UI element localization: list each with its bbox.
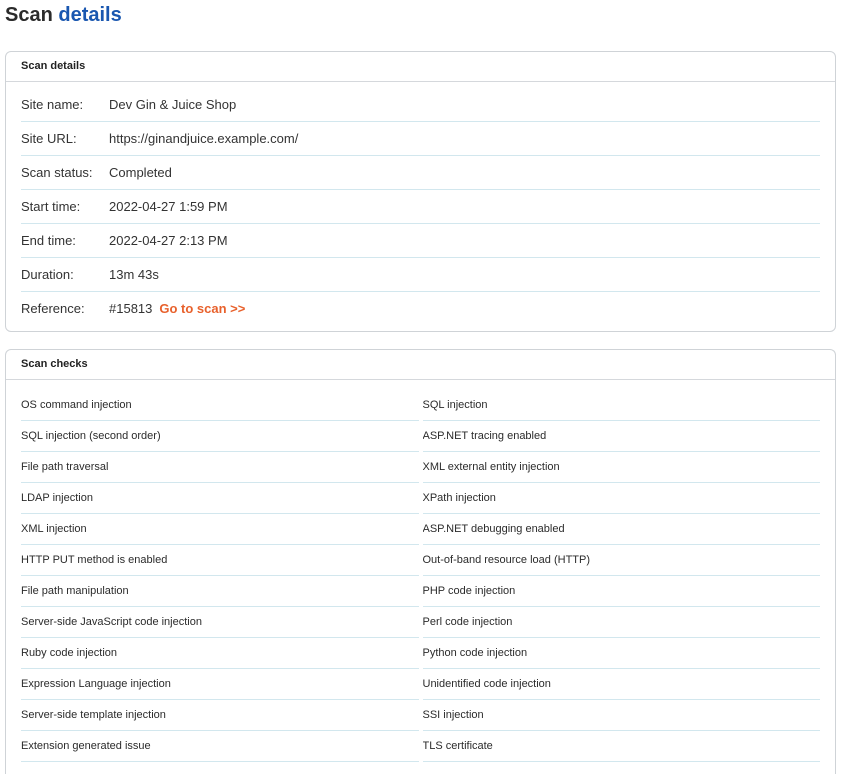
detail-label: Site name: <box>21 97 84 112</box>
check-item: Expression Language injection <box>21 670 419 700</box>
scan-details-card <box>5 51 836 332</box>
detail-label: Site URL: <box>21 131 77 146</box>
check-item: XML external entity injection <box>423 453 821 483</box>
scan-checks-left-column <box>21 391 419 763</box>
detail-row-reference <box>21 292 820 325</box>
detail-value <box>109 301 820 316</box>
page-title-accent: details <box>58 4 122 26</box>
check-item: Ruby code injection <box>21 639 419 669</box>
check-item: PHP code injection <box>423 577 821 607</box>
scan-checks-card <box>5 349 836 774</box>
check-item: Python code injection <box>423 639 821 669</box>
check-item: ASP.NET debugging enabled <box>423 515 821 545</box>
check-item: OS command injection <box>21 391 419 421</box>
detail-value: 2022-04-27 2:13 PM <box>109 233 228 248</box>
detail-value: Completed <box>109 165 172 180</box>
detail-value: 2022-04-27 1:59 PM <box>109 199 228 214</box>
check-item: HTTP PUT method is enabled <box>21 546 419 576</box>
detail-label: Scan status: <box>21 165 93 180</box>
detail-row-start-time <box>21 190 820 224</box>
detail-label: End time: <box>21 233 76 248</box>
detail-value: 13m 43s <box>109 267 159 282</box>
check-item: XML injection <box>21 515 419 545</box>
check-item: File path manipulation <box>21 577 419 607</box>
check-item: Server-side JavaScript code injection <box>21 608 419 638</box>
check-item: Out-of-band resource load (HTTP) <box>423 546 821 576</box>
scan-checks-body <box>6 380 835 763</box>
detail-label: Duration: <box>21 267 74 282</box>
go-to-scan-link[interactable]: Go to scan >> <box>159 301 246 316</box>
page-title <box>5 3 122 27</box>
check-item: XPath injection <box>423 484 821 514</box>
check-item: ASP.NET tracing enabled <box>423 422 821 452</box>
detail-row-site-url <box>21 122 820 156</box>
reference-number: #15813 <box>109 301 153 316</box>
scan-details-header: Scan details <box>6 52 835 82</box>
detail-label: Reference: <box>21 301 85 316</box>
check-item: Perl code injection <box>423 608 821 638</box>
scan-checks-right-column <box>423 391 821 763</box>
check-item: Server-side template injection <box>21 701 419 731</box>
detail-row-duration <box>21 258 820 292</box>
check-item: TLS certificate <box>423 732 821 762</box>
detail-label: Start time: <box>21 199 81 214</box>
page-title-prefix: Scan <box>5 4 53 26</box>
check-item: LDAP injection <box>21 484 419 514</box>
scan-checks-header: Scan checks <box>6 350 835 380</box>
check-item: Extension generated issue <box>21 732 419 762</box>
check-item: SQL injection <box>423 391 821 421</box>
check-item: SQL injection (second order) <box>21 422 419 452</box>
detail-value: https://ginandjuice.example.com/ <box>109 131 299 146</box>
detail-row-end-time <box>21 224 820 258</box>
check-item: SSI injection <box>423 701 821 731</box>
detail-value: Dev Gin & Juice Shop <box>109 97 237 112</box>
check-item: Unidentified code injection <box>423 670 821 700</box>
detail-row-site-name <box>21 88 820 122</box>
scan-details-body <box>6 82 835 325</box>
check-item: File path traversal <box>21 453 419 483</box>
detail-row-scan-status <box>21 156 820 190</box>
